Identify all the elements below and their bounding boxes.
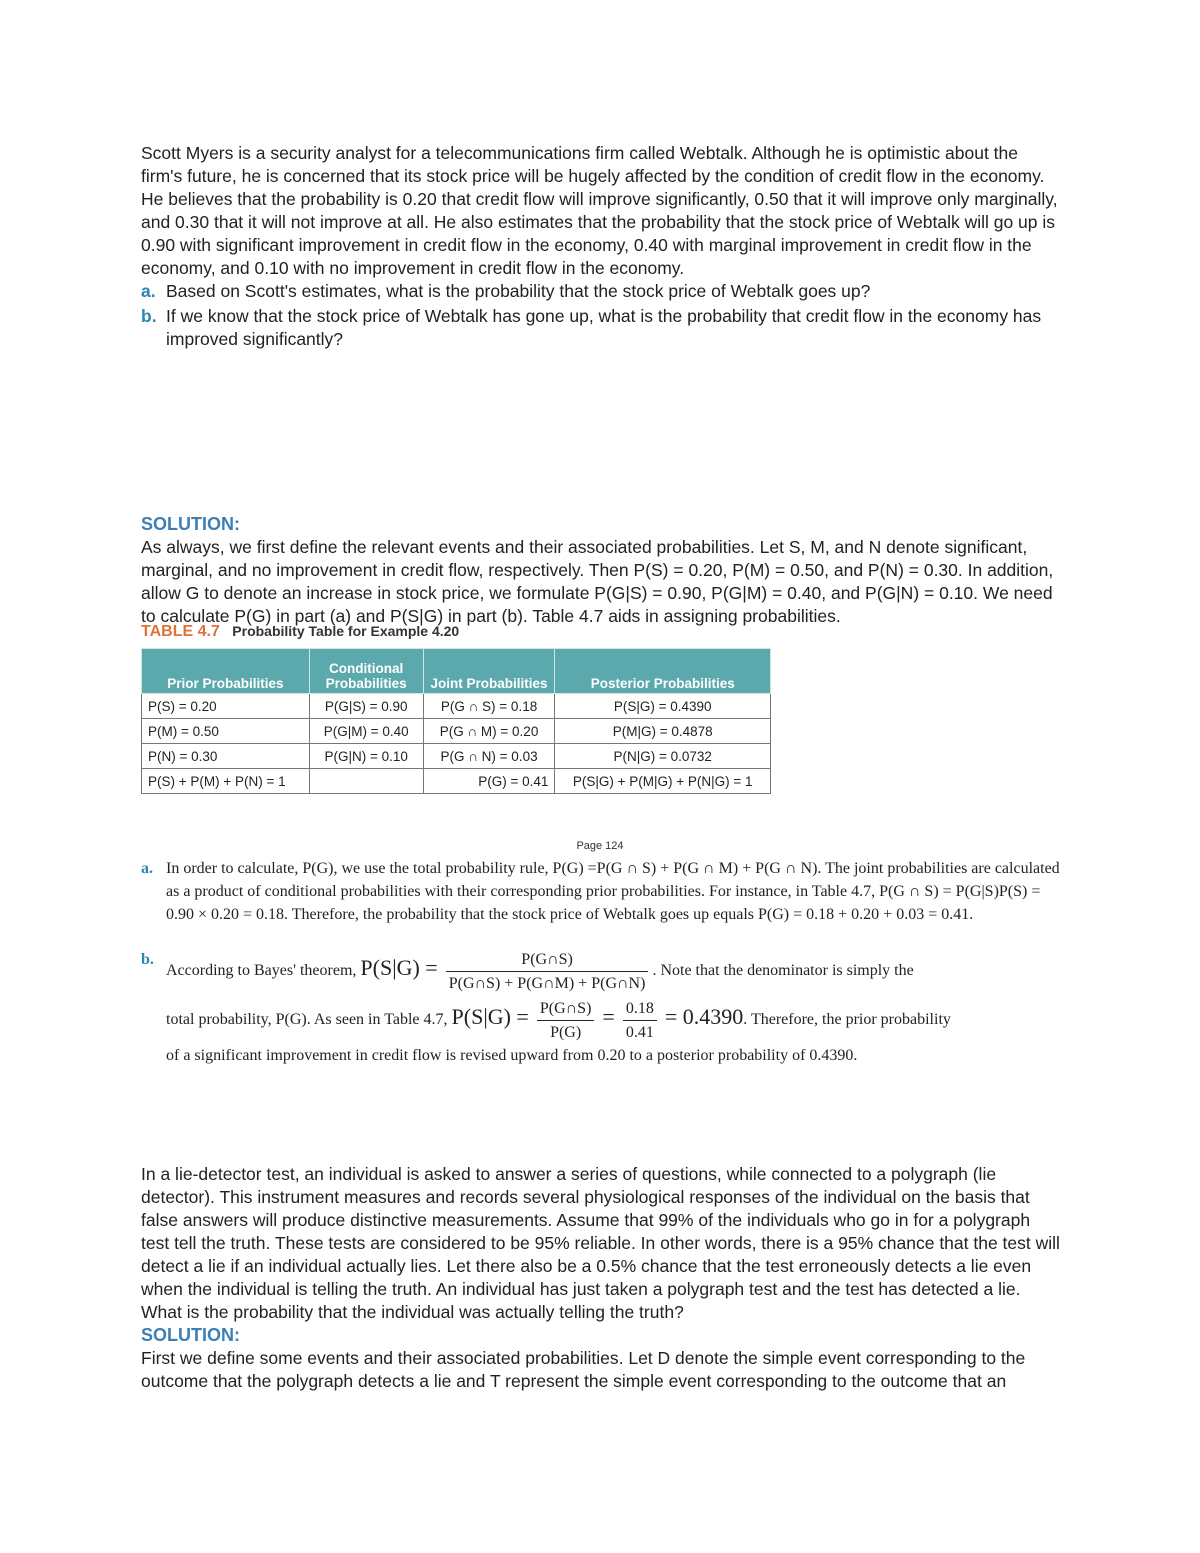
table-caption xyxy=(141,623,459,641)
answer-b-line2 xyxy=(166,997,1061,1044)
answer-b-line2-pre: total probability, P(G). As seen in Table 4.7, xyxy=(166,1011,448,1029)
solution-1 xyxy=(141,513,1061,628)
table-header-row xyxy=(142,649,771,694)
answer-b-line1 xyxy=(166,948,1061,995)
question-b xyxy=(141,305,1061,351)
question-a-text: Based on Scott's estimates, what is the probability that the stock price of Webtalk goes up? xyxy=(166,281,871,301)
answer-a-label: a. xyxy=(141,860,153,877)
bayes-fraction xyxy=(446,948,649,995)
answer-b xyxy=(141,948,1061,1067)
probability-table xyxy=(141,648,771,794)
table-cell xyxy=(309,769,423,794)
table-cell: P(M|G) = 0.4878 xyxy=(555,719,771,744)
table-cell: P(G) = 0.41 xyxy=(423,769,555,794)
table-cell: P(G ∩ N) = 0.03 xyxy=(423,744,555,769)
problem-1 xyxy=(141,142,1061,351)
question-b-label: b. xyxy=(141,306,157,326)
answer-b-note: . Note that the denominator is simply the xyxy=(652,962,914,980)
page-number: Page 124 xyxy=(576,840,624,852)
answer-b-label: b. xyxy=(141,951,154,968)
calc-denominator-2: 0.41 xyxy=(625,1024,654,1041)
calc-denominator-1: P(G) xyxy=(550,1024,582,1041)
table-cell: P(N) = 0.30 xyxy=(142,744,310,769)
table-cell: P(G ∩ M) = 0.20 xyxy=(423,719,555,744)
table-cell: P(S) + P(M) + P(N) = 1 xyxy=(142,769,310,794)
table-cell: P(G|S) = 0.90 xyxy=(309,694,423,719)
question-a xyxy=(141,280,1061,303)
bayes-denominator: P(G∩S) + P(G∩M) + P(G∩N) xyxy=(448,975,646,992)
answer-b-line3: of a significant improvement in credit flow is revised upward from 0.20 to a posterior probability of 0.4390. xyxy=(166,1047,858,1064)
solution-text: As always, we first define the relevant events and their associated probabilities. Let S, M, and N denote significant, marginal, and no improvement in credit flow, respectively. Then P(S) = 0.20, P(M) = 0.50, and P(N) = 0.30. In addition, allow G to denote an increase in stock price, we formulate P(G|S) = 0.90, P(G|M) = 0.40, and P(G|N) = 0.10. We need to calculate P(G) in part (a) and P(S|G) in part (b). Table 4.7 aids in assigning probabilities. xyxy=(141,537,1054,626)
calc-numerator-1: P(G∩S) xyxy=(537,997,595,1021)
calc-result: = 0.4390 xyxy=(664,1004,744,1030)
answer-b-line2-post: . Therefore, the prior probability xyxy=(743,1011,951,1029)
table-row xyxy=(142,719,771,744)
table-cell: P(G|M) = 0.40 xyxy=(309,719,423,744)
calc-lhs: P(S|G) = xyxy=(451,1004,529,1030)
table-cell: P(S|G) = 0.4390 xyxy=(555,694,771,719)
bayes-lhs: P(S|G) = xyxy=(360,955,438,981)
answer-a xyxy=(141,857,1061,926)
table-title: Probability Table for Example 4.20 xyxy=(232,623,460,639)
answer-a-item xyxy=(141,857,1061,926)
calc-equals: = xyxy=(602,1004,615,1030)
question-a-label: a. xyxy=(141,281,156,301)
calc-numerator-2: 0.18 xyxy=(623,997,657,1021)
table-cell: P(G|N) = 0.10 xyxy=(309,744,423,769)
header-joint: Joint Probabilities xyxy=(423,649,555,694)
answer-a-text: In order to calculate, P(G), we use the total probability rule, P(G) =P(G ∩ S) + P(G ∩ M) + P(G ∩ N). The joint probabilities are calculated as a product of conditional probabilities with their corresponding prior probabilities. For instance, in Table 4.7, P(G ∩ S) = P(G|S)P(S) = 0.90 × 0.20 = 0.18. Therefore, the probability that the stock price of Webtalk goes up equals P(G) = 0.18 + 0.20 + 0.03 = 0.41. xyxy=(166,860,1060,923)
table-cell: P(M) = 0.50 xyxy=(142,719,310,744)
problem-intro: Scott Myers is a security analyst for a telecommunications firm called Webtalk. Although he is optimistic about the firm's future, he is concerned that its stock price will be hugely affected by the condition of credit flow in the economy. He believes that the probability is 0.20 that credit flow will improve significantly, 0.50 that it will improve only marginally, and 0.30 that it will not improve at all. He also estimates that the probability that the stock price of Webtalk will go up is 0.90 with significant improvement in credit flow in the economy, 0.40 with marginal improvement in credit flow in the economy, and 0.10 with no improvement in credit flow in the economy. xyxy=(141,143,1058,278)
table-row xyxy=(142,694,771,719)
bayes-numerator: P(G∩S) xyxy=(446,948,649,972)
table-cell: P(G ∩ S) = 0.18 xyxy=(423,694,555,719)
problem-2-text: In a lie-detector test, an individual is asked to answer a series of questions, while connected to a polygraph (lie detector). This instrument measures and records several physiological responses of the individual on the basis that false answers will produce distinctive measurements. Assume that 99% of the individuals who go in for a polygraph test tell the truth. These tests are considered to be 95% reliable. In other words, there is a 95% chance that the test will detect a lie if an individual actually lies. Let there also be a 0.5% chance that the test erroneously detects a lie even when the individual is telling the truth. An individual has just taken a polygraph test and the test has detected a lie. What is the probability that the individual was actually telling the truth? xyxy=(141,1164,1060,1322)
answer-b-item xyxy=(141,948,1061,1067)
problem-2 xyxy=(141,1163,1061,1393)
table-row xyxy=(142,744,771,769)
header-posterior: Posterior Probabilities xyxy=(555,649,771,694)
header-prior: Prior Probabilities xyxy=(142,649,310,694)
solution-2-heading: SOLUTION: xyxy=(141,1325,240,1345)
table-row xyxy=(142,769,771,794)
table-cell: P(N|G) = 0.0732 xyxy=(555,744,771,769)
solution-2-text: First we define some events and their associated probabilities. Let D denote the simple event corresponding to the outcome that the polygraph detects a lie and T represent the simple event corresponding to the outcome that an xyxy=(141,1348,1026,1391)
table-cell: P(S) = 0.20 xyxy=(142,694,310,719)
question-b-text: If we know that the stock price of Webtalk has gone up, what is the probability that credit flow in the economy has improved significantly? xyxy=(166,306,1042,349)
header-conditional: Conditional Probabilities xyxy=(309,649,423,694)
table-number: TABLE 4.7 xyxy=(141,623,220,640)
calc-fraction-2 xyxy=(623,997,657,1044)
calc-fraction-1 xyxy=(537,997,595,1044)
answer-b-intro: According to Bayes' theorem, xyxy=(166,962,357,980)
solution-heading: SOLUTION: xyxy=(141,514,240,534)
table-cell: P(S|G) + P(M|G) + P(N|G) = 1 xyxy=(555,769,771,794)
